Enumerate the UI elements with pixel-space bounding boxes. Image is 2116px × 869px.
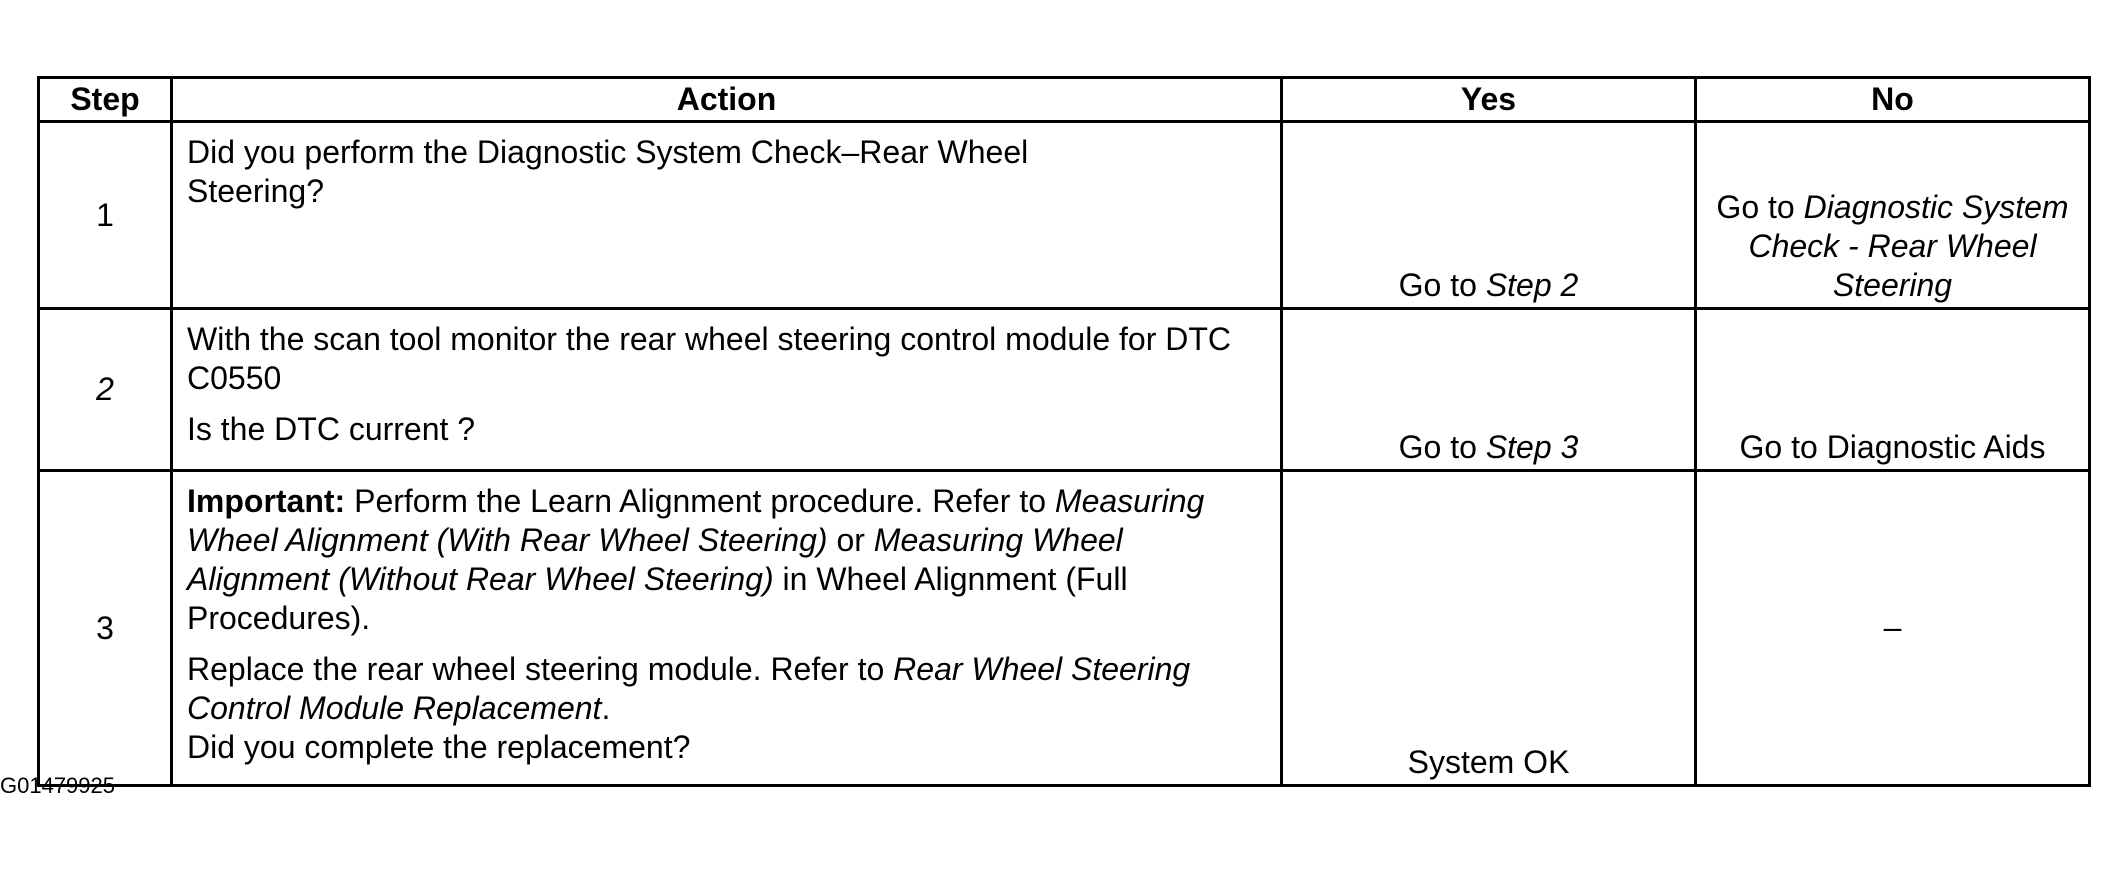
no-text: – (1883, 608, 1902, 645)
replace-instruction (187, 650, 1268, 728)
yes-prefix: Go to (1398, 267, 1486, 303)
table-row (39, 471, 2090, 786)
table-header-row (39, 78, 2090, 122)
diagnostic-table-container (37, 76, 2088, 787)
important-note (187, 482, 1268, 638)
figure-id: G01479925 (0, 773, 115, 798)
action-question: Is the DTC current ? (187, 411, 476, 447)
table-row (39, 309, 2090, 471)
ref-with-rws[interactable]: Measuring Wheel Alignment (With Rear Wheel Steering) (187, 483, 1205, 558)
no-link-diagnostic-aids[interactable]: Go to Diagnostic Aids (1739, 429, 2046, 465)
step-number: 2 (39, 309, 172, 471)
no-cell (1696, 122, 2090, 309)
ref-module-replacement[interactable]: Rear Wheel Steering Control Module Replacement (187, 651, 1191, 726)
important-text: Perform the Learn Alignment procedure. Refer to (345, 483, 1055, 519)
header-yes: Yes (1282, 78, 1696, 122)
yes-cell (1282, 122, 1696, 309)
table-row (39, 122, 2090, 309)
no-prefix: Go to (1716, 189, 1804, 225)
no-cell (1696, 471, 2090, 786)
yes-text: System OK (1407, 744, 1570, 780)
or-text: or (827, 522, 874, 558)
ref-without-rws[interactable]: Measuring Wheel Alignment (Without Rear Wheel Steering) (187, 522, 1123, 597)
yes-prefix: Go to (1398, 429, 1486, 465)
step-number: 1 (39, 122, 172, 309)
header-no: No (1696, 78, 2090, 122)
action-text: With the scan tool monitor the rear wheel steering control module for DTC C0550 (187, 321, 1232, 396)
replace-text: Replace the rear wheel steering module. Refer to (187, 651, 894, 687)
diagnostic-table (37, 76, 2091, 787)
ref2-suffix: in Wheel Alignment (Full Procedures). (187, 561, 1128, 636)
step-number: 3 (39, 471, 172, 786)
action-cell (172, 122, 1282, 309)
yes-link-step-3[interactable]: Step 3 (1485, 429, 1579, 465)
ref3-suffix: . (601, 690, 611, 726)
important-label: Important: (187, 483, 346, 519)
no-cell (1696, 309, 2090, 471)
action-text: Did you perform the Diagnostic System Check–Rear Wheel Steering? (187, 134, 1029, 209)
yes-cell (1282, 309, 1696, 471)
action-cell (172, 309, 1282, 471)
action-cell (172, 471, 1282, 786)
header-action: Action (172, 78, 1282, 122)
no-link-diagnostic-system-check[interactable]: Diagnostic System Check - Rear Wheel Steering (1748, 189, 2069, 303)
header-step: Step (39, 78, 172, 122)
yes-link-step-2[interactable]: Step 2 (1485, 267, 1579, 303)
yes-cell (1282, 471, 1696, 786)
action-question: Did you complete the replacement? (187, 729, 691, 765)
